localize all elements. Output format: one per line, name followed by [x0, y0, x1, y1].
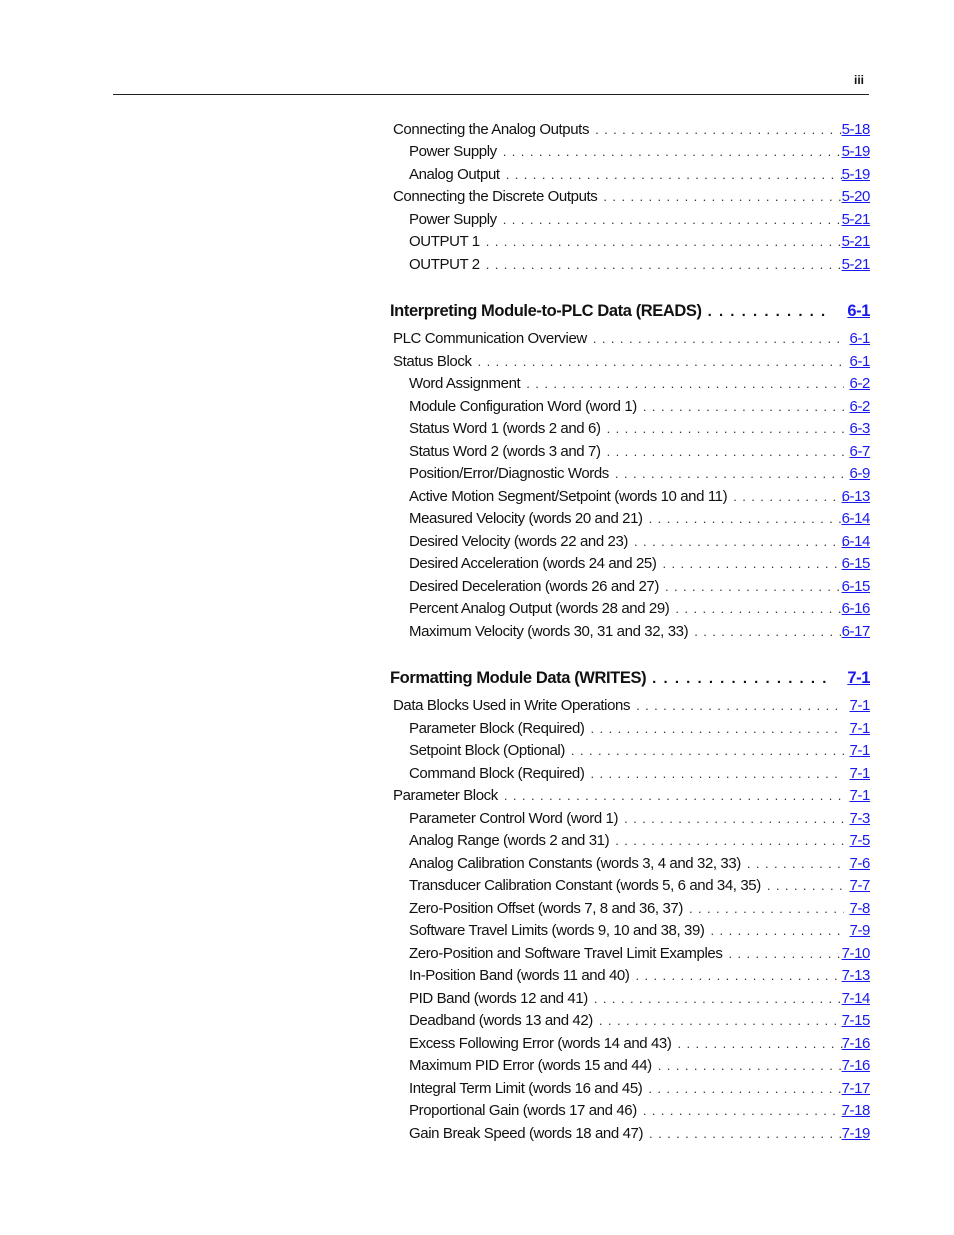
toc-entry [390, 553, 870, 576]
chapter-heading-6 [390, 300, 870, 324]
toc-entry-title: PLC Communication Overview [393, 330, 593, 347]
toc-page-link[interactable]: 6-2 [849, 375, 870, 393]
toc-entry [390, 141, 870, 164]
dot-leader [689, 901, 844, 916]
toc-page-link[interactable]: 6-14 [841, 532, 870, 550]
toc-entry-title: Percent Analog Output (words 28 and 29) [409, 600, 675, 617]
toc-entry [390, 118, 870, 141]
toc-page-link[interactable]: 6-13 [841, 487, 870, 505]
dot-leader [615, 833, 844, 848]
header-rule [113, 94, 869, 95]
toc-entry [390, 785, 870, 808]
toc-page-link[interactable]: 5-19 [841, 143, 870, 161]
toc-entry-title: Maximum Velocity (words 30, 31 and 32, 33) [409, 623, 694, 640]
toc-entry [390, 740, 870, 763]
toc-entry [390, 231, 870, 254]
toc-entry [390, 920, 870, 943]
dot-leader [662, 556, 844, 571]
toc-entry [390, 1122, 870, 1145]
toc-entry-title: Position/Error/Diagnostic Words [409, 465, 615, 482]
toc-entry [390, 485, 870, 508]
toc-page-link[interactable]: 6-2 [849, 397, 870, 415]
toc-page-link[interactable]: 5-20 [841, 188, 870, 206]
toc-page-link[interactable]: 6-3 [849, 420, 870, 438]
toc-entry-title: OUTPUT 1 [409, 233, 486, 250]
toc-entry-title: Desired Velocity (words 22 and 23) [409, 533, 634, 550]
toc-entry [390, 1077, 870, 1100]
toc-entry-title: Measured Velocity (words 20 and 21) [409, 510, 649, 527]
toc-page-link[interactable]: 7-1 [849, 764, 870, 782]
toc-entry-title: Excess Following Error (words 14 and 43) [409, 1035, 677, 1052]
toc-entry [390, 508, 870, 531]
dot-leader [747, 856, 844, 871]
toc-entry [390, 1055, 870, 1078]
chapter-heading-7 [390, 667, 870, 691]
toc-page-link[interactable]: 7-1 [849, 787, 870, 805]
toc-page-link[interactable]: 7-6 [849, 854, 870, 872]
toc-page-link[interactable]: 6-15 [841, 577, 870, 595]
chapter-title: Formatting Module Data (WRITES) [390, 669, 647, 687]
toc-entry [390, 1032, 870, 1055]
dot-leader [503, 212, 844, 227]
toc-page-link[interactable]: 7-3 [849, 809, 870, 827]
dot-leader [648, 1081, 844, 1096]
toc-entry [390, 762, 870, 785]
toc-entry [390, 186, 870, 209]
toc-entry-title: Status Block [393, 353, 478, 370]
toc-entry-title: Maximum PID Error (words 15 and 44) [409, 1057, 658, 1074]
toc-entry [390, 208, 870, 231]
toc-page-link[interactable]: 7-19 [841, 1124, 870, 1142]
toc-entry [390, 717, 870, 740]
toc-page-link[interactable]: 6-14 [841, 510, 870, 528]
toc-entry [390, 440, 870, 463]
toc-entry-title: Active Motion Segment/Setpoint (words 10 and 11) [409, 488, 733, 505]
toc-entry [390, 530, 870, 553]
dot-leader [526, 376, 844, 391]
toc-entry-title: Desired Deceleration (words 26 and 27) [409, 578, 665, 595]
dot-leader [728, 946, 844, 961]
dot-leader [615, 466, 844, 481]
toc-entry-title: Desired Acceleration (words 24 and 25) [409, 555, 662, 572]
dot-leader [607, 421, 844, 436]
toc-entry-title: Parameter Control Word (word 1) [409, 810, 624, 827]
toc-entry-title: Word Assignment [409, 375, 526, 392]
toc-page-link[interactable]: 7-18 [841, 1102, 870, 1120]
toc-entry [390, 987, 870, 1010]
toc-entry-title: Software Travel Limits (words 9, 10 and 38, 39) [409, 922, 711, 939]
toc-entry-title: Proportional Gain (words 17 and 46) [409, 1102, 643, 1119]
toc-page-link[interactable]: 6-17 [841, 622, 870, 640]
dot-leader [593, 331, 844, 346]
toc-page-link[interactable]: 5-19 [841, 165, 870, 183]
toc-page-link[interactable]: 5-18 [841, 120, 870, 138]
dot-leader [486, 234, 844, 249]
toc-entry-title: Status Word 1 (words 2 and 6) [409, 420, 607, 437]
toc-entry-title: Command Block (Required) [409, 765, 590, 782]
dot-leader [643, 1103, 844, 1118]
toc-group-2 [390, 328, 870, 643]
dot-leader [694, 624, 844, 639]
toc-entry [390, 463, 870, 486]
dot-leader [677, 1036, 844, 1051]
toc-entry-title: Integral Term Limit (words 16 and 45) [409, 1080, 648, 1097]
toc-page-link[interactable]: 6-15 [841, 555, 870, 573]
toc-page-link[interactable]: 5-21 [841, 210, 870, 228]
dot-leader [486, 257, 844, 272]
toc-page-link[interactable]: 7-7 [849, 877, 870, 895]
dot-leader [711, 923, 844, 938]
toc-page-link[interactable]: 6-7 [849, 442, 870, 460]
toc-entry-title: Power Supply [409, 143, 503, 160]
toc-page-link[interactable]: 5-21 [841, 255, 870, 273]
toc-entry [390, 807, 870, 830]
toc-entry-title: Gain Break Speed (words 18 and 47) [409, 1125, 649, 1142]
toc-page-link[interactable]: 7-17 [841, 1079, 870, 1097]
toc-entry-title: Transducer Calibration Constant (words 5, 6 and 34, 35) [409, 877, 767, 894]
toc-group-3 [390, 695, 870, 1145]
toc-entry-title: PID Band (words 12 and 41) [409, 990, 594, 1007]
toc-page-link[interactable]: 7-1 [849, 719, 870, 737]
dot-leader [571, 743, 844, 758]
toc-page-link[interactable]: 6-16 [841, 600, 870, 618]
toc-entry [390, 163, 870, 186]
toc-entry-title: Analog Output [409, 166, 506, 183]
toc-entry-title: Connecting the Discrete Outputs [393, 188, 603, 205]
dot-leader [591, 721, 844, 736]
toc-entry [390, 830, 870, 853]
toc-page-link[interactable]: 5-21 [841, 233, 870, 251]
toc-entry-title: Setpoint Block (Optional) [409, 742, 571, 759]
toc-page-link[interactable]: 7-1 [849, 697, 870, 715]
dot-leader [599, 1013, 844, 1028]
dot-leader [649, 511, 844, 526]
dot-leader [590, 766, 844, 781]
toc-entry-title: Deadband (words 13 and 42) [409, 1012, 599, 1029]
dot-leader [595, 122, 844, 137]
toc-entry [390, 395, 870, 418]
toc-entry [390, 1010, 870, 1033]
dot-leader [603, 189, 844, 204]
toc-entry [390, 598, 870, 621]
chapter-title: Interpreting Module-to-PLC Data (READS) [390, 302, 702, 320]
toc-entry [390, 875, 870, 898]
toc-entry [390, 373, 870, 396]
dot-leader [675, 601, 844, 616]
toc-entry-title: Zero-Position and Software Travel Limit Examples [409, 945, 728, 962]
toc-page-link[interactable]: 7-16 [841, 1034, 870, 1052]
dot-leader [478, 354, 844, 369]
toc-entry [390, 897, 870, 920]
toc-page-link[interactable]: 7-14 [841, 989, 870, 1007]
dot-leader [607, 444, 844, 459]
table-of-contents [390, 118, 870, 1145]
toc-entry-title: Zero-Position Offset (words 7, 8 and 36, 37) [409, 900, 689, 917]
chapter-page-link[interactable]: 6-1 [847, 302, 870, 320]
dot-leader [503, 144, 844, 159]
toc-entry-title: Connecting the Analog Outputs [393, 121, 595, 138]
dot-leader [733, 489, 844, 504]
dot-leader [652, 670, 826, 687]
chapter-page-link[interactable]: 7-1 [847, 669, 870, 687]
toc-entry [390, 620, 870, 643]
toc-entry-title: Module Configuration Word (word 1) [409, 398, 643, 415]
toc-entry-title: Parameter Block [393, 787, 504, 804]
toc-entry [390, 852, 870, 875]
toc-page-link[interactable]: 7-8 [849, 899, 870, 917]
toc-entry [390, 965, 870, 988]
dot-leader [767, 878, 844, 893]
toc-entry [390, 418, 870, 441]
dot-leader [634, 534, 844, 549]
dot-leader [594, 991, 844, 1006]
toc-entry [390, 253, 870, 276]
toc-page-link[interactable]: 7-9 [849, 922, 870, 940]
toc-page-link[interactable]: 7-1 [849, 742, 870, 760]
toc-page-link[interactable]: 7-15 [841, 1012, 870, 1030]
toc-page-link[interactable]: 7-5 [849, 832, 870, 850]
toc-entry-title: Power Supply [409, 211, 503, 228]
toc-entry-title: Analog Calibration Constants (words 3, 4 and 32, 33) [409, 855, 747, 872]
toc-entry-title: Data Blocks Used in Write Operations [393, 697, 636, 714]
dot-leader [636, 698, 844, 713]
dot-leader [504, 788, 844, 803]
dot-leader [649, 1126, 844, 1141]
toc-page-link[interactable]: 7-13 [841, 967, 870, 985]
toc-entry [390, 942, 870, 965]
toc-entry [390, 328, 870, 351]
toc-page-link[interactable]: 7-10 [841, 944, 870, 962]
toc-entry [390, 1100, 870, 1123]
toc-entry [390, 575, 870, 598]
dot-leader [708, 303, 826, 320]
dot-leader [506, 167, 844, 182]
toc-entry-title: Status Word 2 (words 3 and 7) [409, 443, 607, 460]
toc-entry-title: Parameter Block (Required) [409, 720, 591, 737]
dot-leader [643, 399, 844, 414]
dot-leader [624, 811, 844, 826]
dot-leader [665, 579, 844, 594]
toc-page-link[interactable]: 6-1 [849, 330, 870, 348]
toc-entry-title: OUTPUT 2 [409, 256, 486, 273]
page-number: iii [853, 73, 864, 87]
dot-leader [635, 968, 844, 983]
toc-entry [390, 695, 870, 718]
toc-entry [390, 350, 870, 373]
dot-leader [658, 1058, 844, 1073]
toc-page-link[interactable]: 7-16 [841, 1057, 870, 1075]
toc-entry-title: Analog Range (words 2 and 31) [409, 832, 615, 849]
toc-entry-title: In-Position Band (words 11 and 40) [409, 967, 635, 984]
toc-group-1 [390, 118, 870, 276]
toc-page-link[interactable]: 6-1 [849, 352, 870, 370]
toc-page-link[interactable]: 6-9 [849, 465, 870, 483]
